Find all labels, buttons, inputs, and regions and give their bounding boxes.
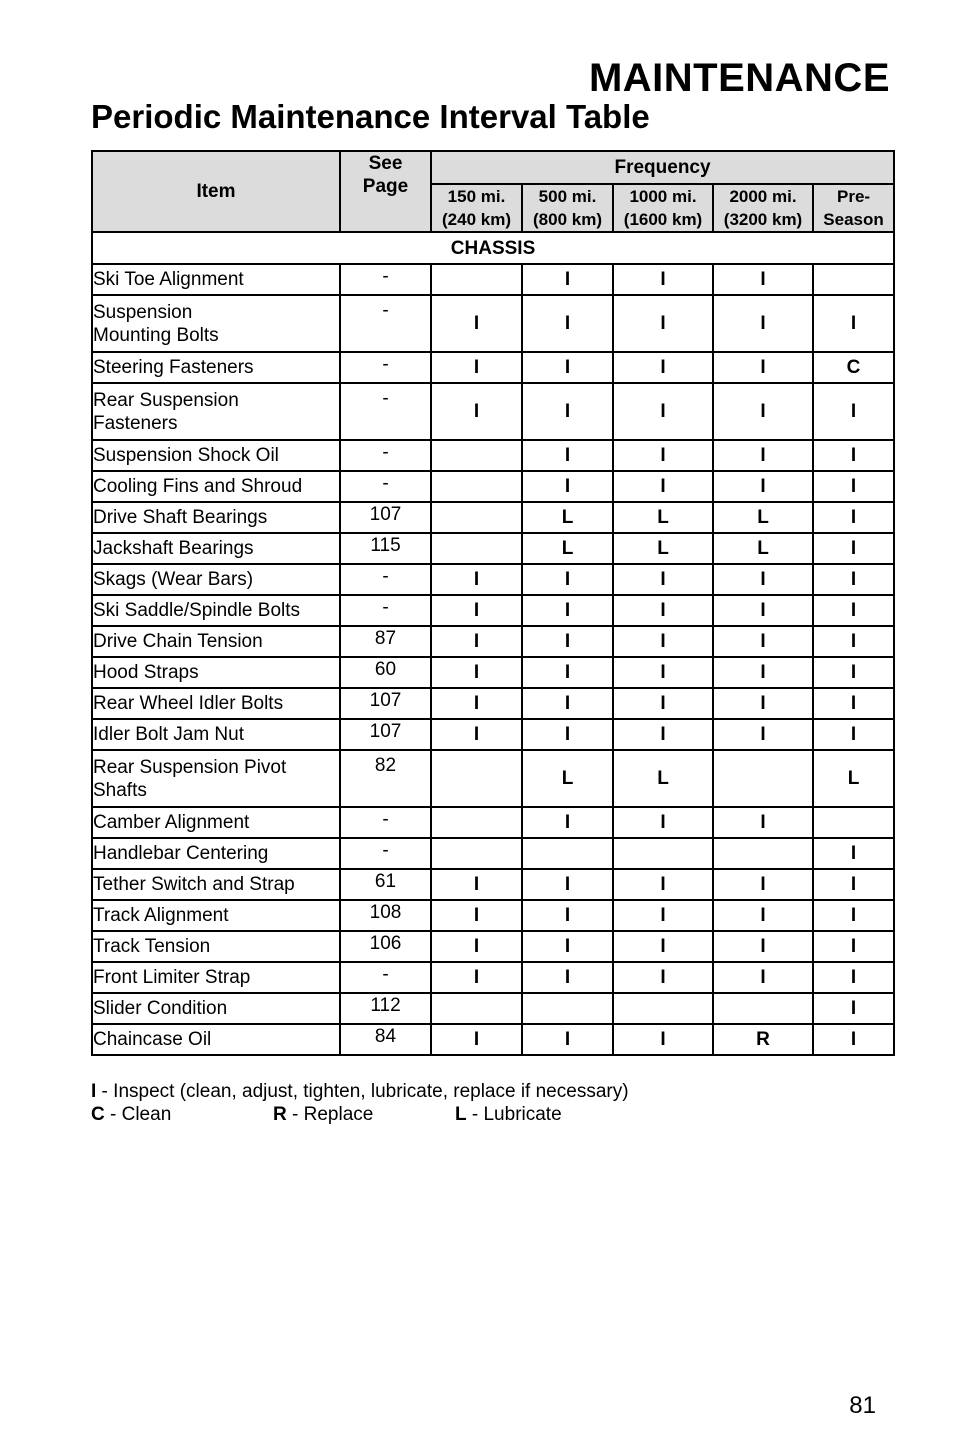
interval-mark: I bbox=[613, 807, 713, 838]
interval-mark bbox=[713, 750, 813, 807]
interval-mark: I bbox=[813, 295, 894, 352]
interval-mark: I bbox=[613, 900, 713, 931]
interval-mark: I bbox=[613, 688, 713, 719]
column-header-see-page bbox=[340, 151, 431, 232]
interval-header bbox=[813, 184, 894, 232]
legend-row-2 bbox=[91, 1103, 629, 1126]
interval-mark: I bbox=[522, 595, 613, 626]
table-row bbox=[92, 502, 894, 533]
interval-mark: I bbox=[431, 295, 522, 352]
table-body bbox=[92, 232, 894, 1055]
table-row bbox=[92, 688, 894, 719]
interval-label: 500 mi. (800 km) bbox=[533, 187, 602, 229]
interval-mark: I bbox=[813, 838, 894, 869]
see-page-value: 107 bbox=[340, 719, 431, 750]
interval-mark: I bbox=[813, 564, 894, 595]
interval-mark bbox=[431, 440, 522, 471]
legend-inspect bbox=[91, 1080, 629, 1103]
legend-key-inspect: I bbox=[91, 1081, 97, 1102]
see-page-value: 61 bbox=[340, 869, 431, 900]
interval-mark: I bbox=[713, 688, 813, 719]
legend-text-lubricate: - Lubricate bbox=[466, 1104, 562, 1125]
item-name: Jackshaft Bearings bbox=[92, 533, 340, 564]
see-page-value: 107 bbox=[340, 502, 431, 533]
interval-mark: I bbox=[713, 962, 813, 993]
table-row bbox=[92, 931, 894, 962]
interval-header bbox=[431, 184, 522, 232]
item-name: Suspension Shock Oil bbox=[92, 440, 340, 471]
interval-mark: I bbox=[813, 657, 894, 688]
interval-mark: I bbox=[522, 564, 613, 595]
interval-mark: I bbox=[522, 931, 613, 962]
item-name: Handlebar Centering bbox=[92, 838, 340, 869]
legend-text-replace: - Replace bbox=[286, 1104, 374, 1125]
interval-mark: R bbox=[713, 1024, 813, 1055]
interval-mark: I bbox=[431, 931, 522, 962]
table-row bbox=[92, 295, 894, 352]
table-row bbox=[92, 595, 894, 626]
interval-mark: I bbox=[613, 471, 713, 502]
interval-mark: I bbox=[713, 440, 813, 471]
interval-mark: I bbox=[522, 626, 613, 657]
interval-mark: L bbox=[613, 750, 713, 807]
interval-mark: I bbox=[522, 962, 613, 993]
maintenance-interval-table bbox=[91, 150, 895, 1056]
see-page-value: - bbox=[340, 807, 431, 838]
table-row bbox=[92, 383, 894, 440]
interval-mark: I bbox=[813, 502, 894, 533]
interval-mark: I bbox=[613, 626, 713, 657]
interval-mark bbox=[813, 264, 894, 295]
item-name: Cooling Fins and Shroud bbox=[92, 471, 340, 502]
interval-mark: I bbox=[522, 657, 613, 688]
interval-mark: I bbox=[522, 440, 613, 471]
interval-mark: I bbox=[713, 383, 813, 440]
see-page-value: - bbox=[340, 471, 431, 502]
interval-mark: I bbox=[431, 900, 522, 931]
interval-mark: I bbox=[713, 595, 813, 626]
interval-mark: I bbox=[613, 440, 713, 471]
page-title: Periodic Maintenance Interval Table bbox=[91, 98, 650, 135]
interval-mark: I bbox=[713, 931, 813, 962]
legend-text-inspect: - Inspect (clean, adjust, tighten, lubricate, replace if necessary) bbox=[96, 1081, 629, 1102]
table-row bbox=[92, 1024, 894, 1055]
see-page-value: 60 bbox=[340, 657, 431, 688]
interval-mark: I bbox=[431, 719, 522, 750]
item-name: Camber Alignment bbox=[92, 807, 340, 838]
interval-label: 1000 mi. (1600 km) bbox=[623, 187, 703, 229]
interval-mark: I bbox=[613, 383, 713, 440]
item-name: Drive Chain Tension bbox=[92, 626, 340, 657]
interval-mark: I bbox=[431, 1024, 522, 1055]
interval-mark bbox=[713, 838, 813, 869]
interval-mark: I bbox=[813, 719, 894, 750]
table-row bbox=[92, 869, 894, 900]
interval-mark: I bbox=[713, 719, 813, 750]
interval-mark: I bbox=[431, 869, 522, 900]
see-page-value: 87 bbox=[340, 626, 431, 657]
see-page-value: 115 bbox=[340, 533, 431, 564]
legend-replace bbox=[273, 1103, 455, 1126]
table-header bbox=[92, 151, 894, 232]
interval-mark: I bbox=[522, 688, 613, 719]
interval-mark: C bbox=[813, 352, 894, 383]
item-name: Chaincase Oil bbox=[92, 1024, 340, 1055]
interval-mark: I bbox=[522, 719, 613, 750]
interval-mark: I bbox=[813, 471, 894, 502]
table-row bbox=[92, 719, 894, 750]
page-number: 81 bbox=[849, 1392, 876, 1419]
interval-mark: I bbox=[713, 564, 813, 595]
see-page-value: - bbox=[340, 440, 431, 471]
item-name: Rear Suspension Fasteners bbox=[92, 383, 340, 440]
interval-mark: I bbox=[713, 657, 813, 688]
interval-mark: I bbox=[713, 869, 813, 900]
see-page-value: - bbox=[340, 295, 431, 352]
interval-mark: I bbox=[813, 595, 894, 626]
interval-mark: I bbox=[522, 471, 613, 502]
interval-mark: I bbox=[713, 352, 813, 383]
interval-mark: I bbox=[613, 962, 713, 993]
interval-mark bbox=[522, 838, 613, 869]
interval-label: Pre- Season bbox=[823, 187, 884, 229]
item-name: Steering Fasteners bbox=[92, 352, 340, 383]
table-row bbox=[92, 900, 894, 931]
interval-mark: I bbox=[431, 383, 522, 440]
interval-mark: I bbox=[813, 869, 894, 900]
interval-mark: I bbox=[813, 533, 894, 564]
interval-mark bbox=[431, 264, 522, 295]
see-page-value: 112 bbox=[340, 993, 431, 1024]
table-row bbox=[92, 657, 894, 688]
interval-mark bbox=[431, 502, 522, 533]
interval-mark: I bbox=[813, 440, 894, 471]
item-name: Rear Suspension Pivot Shafts bbox=[92, 750, 340, 807]
interval-header bbox=[713, 184, 813, 232]
interval-mark: I bbox=[613, 1024, 713, 1055]
interval-header bbox=[613, 184, 713, 232]
interval-mark: I bbox=[613, 564, 713, 595]
section-label-chassis: CHASSIS bbox=[92, 232, 894, 264]
legend-lubricate bbox=[455, 1103, 562, 1126]
interval-mark: L bbox=[713, 533, 813, 564]
item-name: Hood Straps bbox=[92, 657, 340, 688]
see-page-value: 82 bbox=[340, 750, 431, 807]
interval-mark bbox=[713, 993, 813, 1024]
interval-mark: I bbox=[522, 1024, 613, 1055]
interval-mark: I bbox=[613, 869, 713, 900]
see-page-value: 108 bbox=[340, 900, 431, 931]
interval-mark: I bbox=[713, 264, 813, 295]
see-page-value: - bbox=[340, 564, 431, 595]
see-page-value: - bbox=[340, 595, 431, 626]
see-page-value: - bbox=[340, 838, 431, 869]
table-row bbox=[92, 838, 894, 869]
interval-mark: L bbox=[522, 533, 613, 564]
interval-mark: I bbox=[431, 962, 522, 993]
interval-mark: I bbox=[813, 688, 894, 719]
interval-header bbox=[522, 184, 613, 232]
interval-mark: I bbox=[431, 688, 522, 719]
interval-mark bbox=[431, 807, 522, 838]
table-row bbox=[92, 807, 894, 838]
item-name: Rear Wheel Idler Bolts bbox=[92, 688, 340, 719]
table-row bbox=[92, 626, 894, 657]
table-row bbox=[92, 962, 894, 993]
interval-mark: L bbox=[522, 750, 613, 807]
interval-mark: I bbox=[713, 626, 813, 657]
item-name: Slider Condition bbox=[92, 993, 340, 1024]
item-name: Suspension Mounting Bolts bbox=[92, 295, 340, 352]
interval-mark: I bbox=[522, 264, 613, 295]
interval-mark: I bbox=[613, 352, 713, 383]
item-name: Skags (Wear Bars) bbox=[92, 564, 340, 595]
interval-mark: I bbox=[813, 931, 894, 962]
table-row bbox=[92, 993, 894, 1024]
interval-mark: I bbox=[813, 900, 894, 931]
item-name: Drive Shaft Bearings bbox=[92, 502, 340, 533]
interval-mark bbox=[522, 993, 613, 1024]
interval-mark: I bbox=[431, 595, 522, 626]
table-row bbox=[92, 264, 894, 295]
legend-text-clean: - Clean bbox=[104, 1104, 172, 1125]
legend-key-clean: C bbox=[91, 1104, 105, 1125]
legend bbox=[91, 1080, 629, 1126]
interval-mark: I bbox=[613, 295, 713, 352]
interval-label: 2000 mi. (3200 km) bbox=[723, 187, 803, 229]
interval-mark bbox=[431, 750, 522, 807]
interval-mark: I bbox=[431, 352, 522, 383]
legend-clean bbox=[91, 1103, 273, 1126]
interval-mark: L bbox=[613, 502, 713, 533]
see-page-value: - bbox=[340, 264, 431, 295]
interval-mark bbox=[431, 838, 522, 869]
interval-mark: I bbox=[431, 626, 522, 657]
interval-mark bbox=[431, 993, 522, 1024]
interval-mark: I bbox=[431, 564, 522, 595]
see-page-label: See Page bbox=[362, 153, 409, 197]
interval-mark bbox=[613, 838, 713, 869]
see-page-value: - bbox=[340, 383, 431, 440]
item-name: Ski Toe Alignment bbox=[92, 264, 340, 295]
item-name: Idler Bolt Jam Nut bbox=[92, 719, 340, 750]
see-page-value: 106 bbox=[340, 931, 431, 962]
interval-mark: I bbox=[713, 807, 813, 838]
legend-key-replace: R bbox=[273, 1104, 287, 1125]
interval-mark: I bbox=[431, 657, 522, 688]
item-name: Front Limiter Strap bbox=[92, 962, 340, 993]
interval-mark: I bbox=[813, 962, 894, 993]
interval-mark: L bbox=[813, 750, 894, 807]
item-name: Track Alignment bbox=[92, 900, 340, 931]
interval-mark: I bbox=[522, 383, 613, 440]
interval-mark: I bbox=[522, 352, 613, 383]
table-row bbox=[92, 564, 894, 595]
table-row bbox=[92, 440, 894, 471]
column-header-item: Item bbox=[92, 151, 340, 232]
interval-mark bbox=[431, 471, 522, 502]
table-row bbox=[92, 352, 894, 383]
see-page-value: 107 bbox=[340, 688, 431, 719]
column-header-frequency: Frequency bbox=[431, 151, 894, 184]
legend-key-lubricate: L bbox=[455, 1104, 467, 1125]
interval-mark: I bbox=[813, 1024, 894, 1055]
see-page-value: - bbox=[340, 962, 431, 993]
item-name: Track Tension bbox=[92, 931, 340, 962]
item-name: Ski Saddle/Spindle Bolts bbox=[92, 595, 340, 626]
interval-mark: I bbox=[713, 471, 813, 502]
interval-mark: I bbox=[713, 295, 813, 352]
table-row bbox=[92, 471, 894, 502]
see-page-value: 84 bbox=[340, 1024, 431, 1055]
interval-mark: I bbox=[613, 931, 713, 962]
interval-mark: I bbox=[522, 869, 613, 900]
item-name: Tether Switch and Strap bbox=[92, 869, 340, 900]
interval-mark: I bbox=[613, 264, 713, 295]
interval-mark: L bbox=[613, 533, 713, 564]
see-page-value: - bbox=[340, 352, 431, 383]
interval-mark bbox=[613, 993, 713, 1024]
table-row bbox=[92, 750, 894, 807]
section-title: MAINTENANCE bbox=[588, 56, 890, 100]
interval-mark: L bbox=[522, 502, 613, 533]
interval-mark bbox=[813, 807, 894, 838]
interval-mark bbox=[431, 533, 522, 564]
interval-mark: I bbox=[813, 626, 894, 657]
interval-mark: I bbox=[522, 807, 613, 838]
interval-mark: L bbox=[713, 502, 813, 533]
interval-mark: I bbox=[813, 383, 894, 440]
interval-mark: I bbox=[613, 657, 713, 688]
interval-mark: I bbox=[613, 595, 713, 626]
interval-mark: I bbox=[522, 295, 613, 352]
interval-label: 150 mi. (240 km) bbox=[442, 187, 511, 229]
interval-mark: I bbox=[713, 900, 813, 931]
table-row bbox=[92, 533, 894, 564]
interval-mark: I bbox=[522, 900, 613, 931]
interval-mark: I bbox=[813, 993, 894, 1024]
interval-mark: I bbox=[613, 719, 713, 750]
